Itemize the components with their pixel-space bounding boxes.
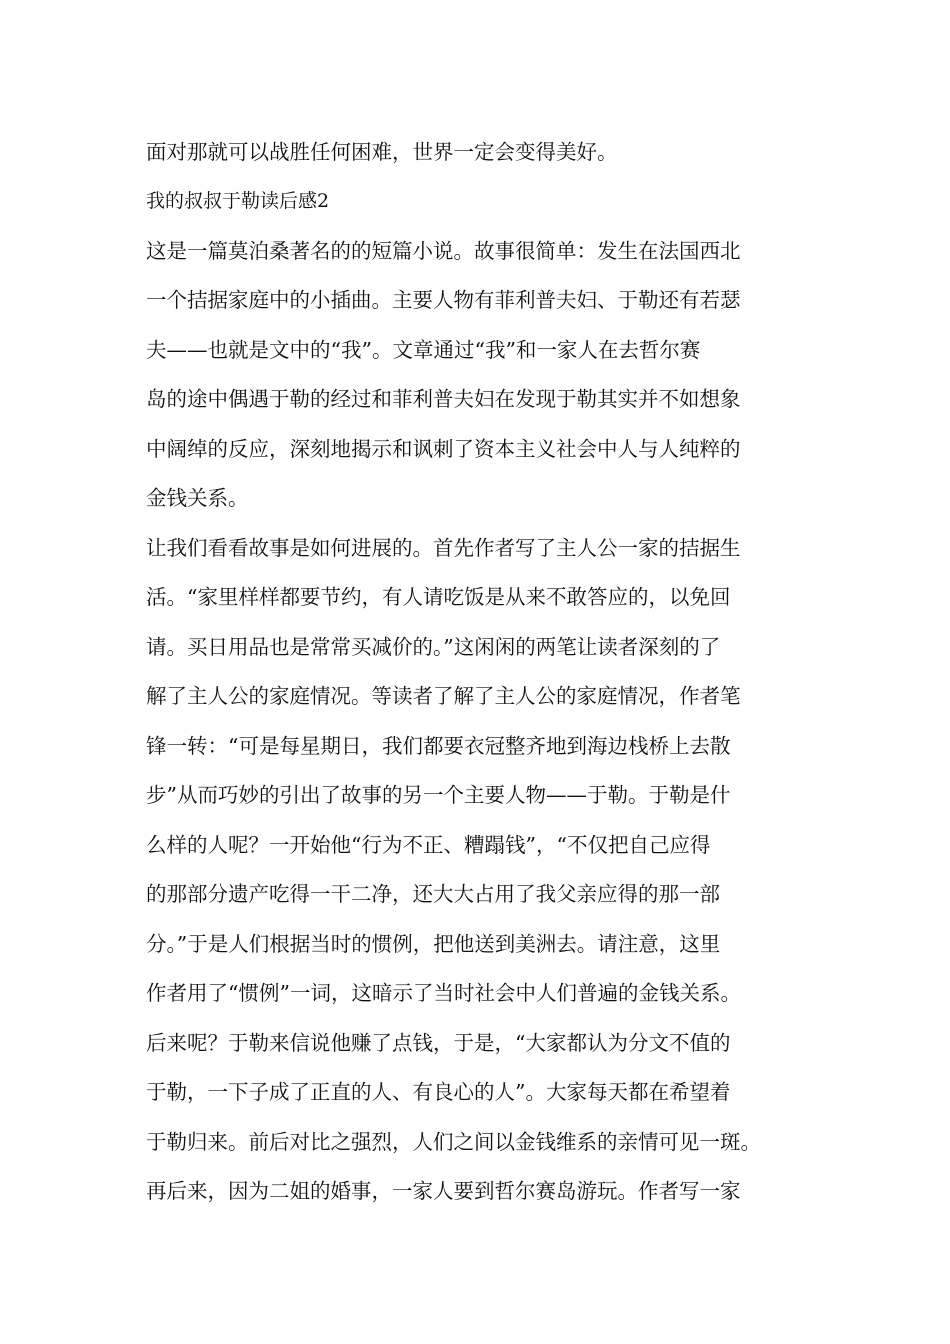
text-line: 让我们看看故事是如何进展的。首先作者写了主人公一家的拮据生 — [146, 536, 741, 560]
text-line: 夫——也就是文中的“我”。文章通过“我”和一家人在去哲尔赛 — [146, 338, 701, 362]
text-line: 解了主人公的家庭情况。等读者了解了主人公的家庭情况，作者笔 — [146, 684, 741, 708]
text-line: 请。买日用品也是常常买减价的。”这闲闲的两笔让读者深刻的了 — [146, 635, 721, 659]
text-line: 分。”于是人们根据当时的惯例，把他送到美洲去。请注意，这里 — [146, 932, 721, 956]
section-heading: 我的叔叔于勒读后感2 — [146, 190, 330, 212]
text-line: 再后来，因为二姐的婚事，一家人要到哲尔赛岛游玩。作者写一家 — [146, 1179, 741, 1203]
text-line: 于勒，一下子成了正直的人、有良心的人”。大家每天都在希望着 — [146, 1080, 731, 1104]
text-line: 一个拮据家庭中的小插曲。主要人物有菲利普夫妇、于勒还有若瑟 — [146, 288, 741, 312]
text-line: 面对那就可以战胜任何困难，世界一定会变得美好。 — [146, 140, 618, 164]
text-line: 这是一篇莫泊桑著名的的短篇小说。故事很简单：发生在法国西北 — [146, 239, 741, 263]
text-line: 锋一转：“可是每星期日，我们都要衣冠整齐地到海边栈桥上去散 — [146, 734, 731, 758]
text-line: 活。“家里样样都要节约，有人请吃饭是从来不敢答应的，以免回 — [146, 585, 731, 609]
text-line: 中阔绰的反应，深刻地揭示和讽刺了资本主义社会中人与人纯粹的 — [146, 437, 741, 461]
text-line: 的那部分遗产吃得一干二净，还大大占用了我父亲应得的那一部 — [146, 882, 720, 906]
text-line: 于勒归来。前后对比之强烈，人们之间以金钱维系的亲情可见一斑。 — [146, 1130, 761, 1154]
text-line: 后来呢？于勒来信说他赚了点钱，于是，“大家都认为分文不值的 — [146, 1031, 731, 1055]
text-line: 岛的途中偶遇于勒的经过和菲利普夫妇在发现于勒其实并不如想象 — [146, 387, 741, 411]
text-line: 么样的人呢？一开始他“行为不正、糟蹋钱”，“不仅把自己应得 — [146, 833, 711, 857]
text-line: 作者用了“惯例”一词，这暗示了当时社会中人们普遍的金钱关系。 — [146, 981, 741, 1005]
text-line: 步”从而巧妙的引出了故事的另一个主要人物——于勒。于勒是什 — [146, 783, 731, 807]
text-line: 金钱关系。 — [146, 486, 249, 510]
